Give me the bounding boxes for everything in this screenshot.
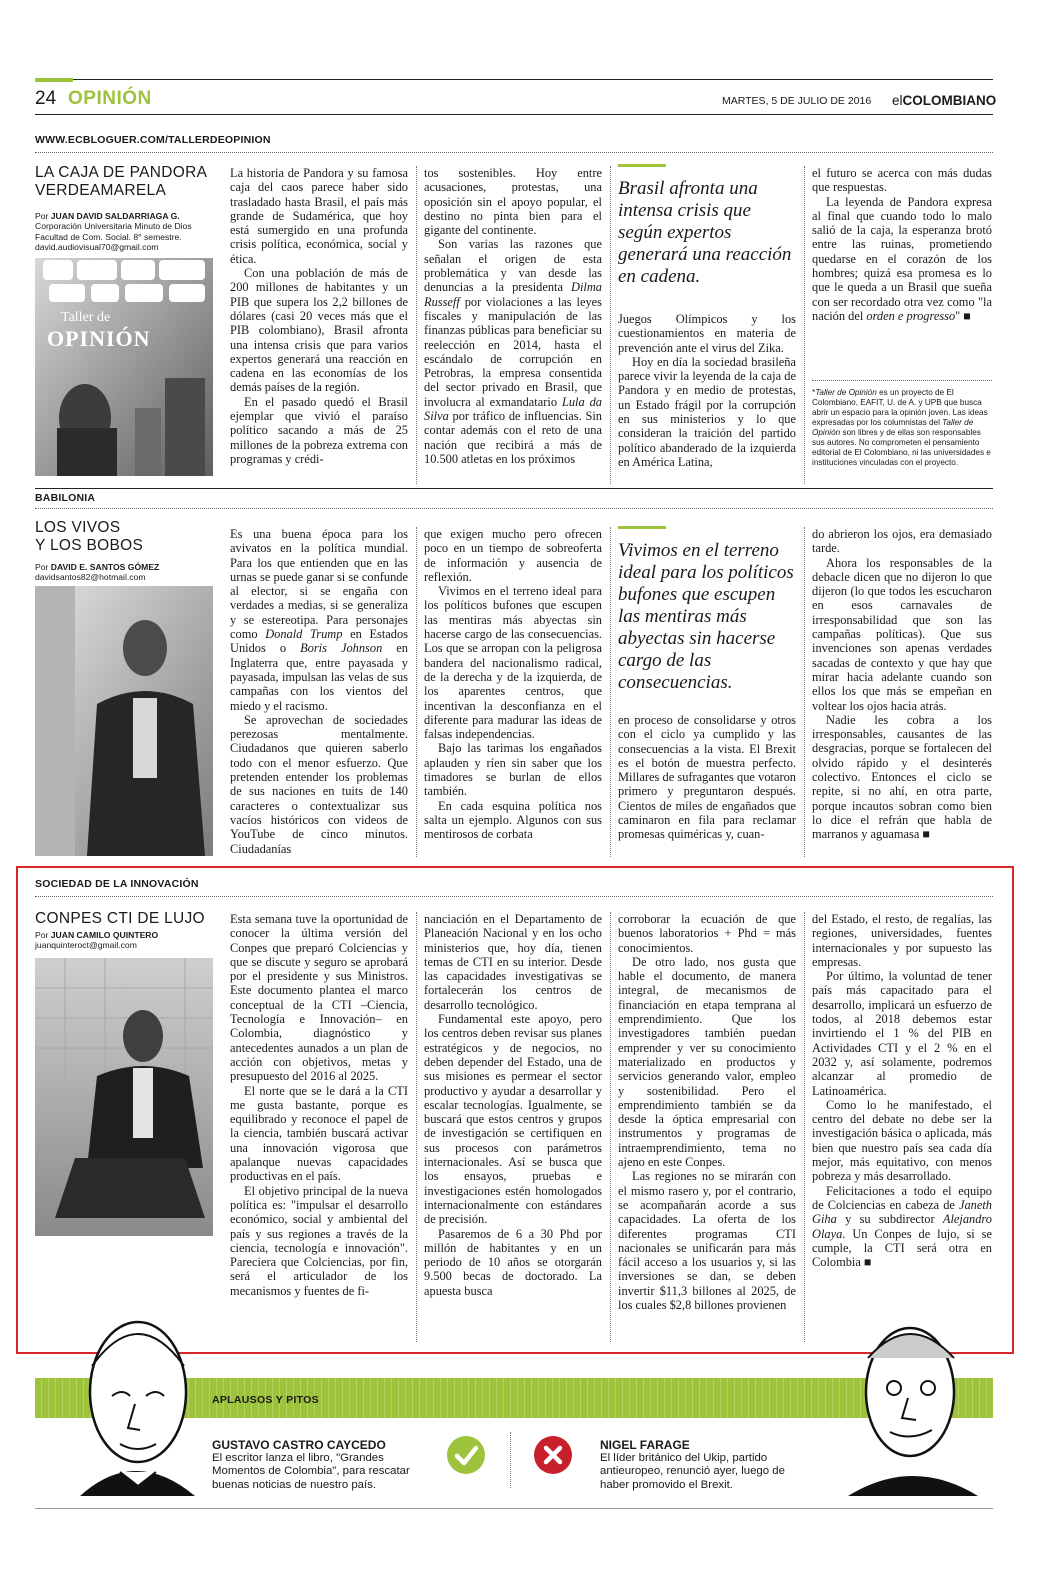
whistle-name: NIGEL FARAGE bbox=[600, 1438, 690, 1452]
text-run: " ■ bbox=[955, 308, 971, 323]
paragraph: Por último, la voluntad de tener país más capacitado para el desarrollo, implicará un esfuerzo de todos, al 2018 debemos estar invirtiendo el 1 % del PIB en Actividades CTI y el 2 % en el 2032 y, así solamente, podremos alcanzar al promedio de Latinoamérica. bbox=[812, 969, 992, 1098]
motto: orden e progresso bbox=[866, 308, 956, 323]
title-line-1: LA CAJA DE PANDORA bbox=[35, 164, 208, 181]
author-name: DAVID E. SANTOS GÓMEZ bbox=[50, 562, 160, 572]
applause-entry bbox=[212, 1438, 432, 1492]
section-rule bbox=[35, 488, 993, 489]
paragraph: Esta semana tuve la oportunidad de conocer la última versión del Conpes que preparó Colciencias y que se discute y seguro se aprobará por el presidente y sus Ministros. Este documento plantea el marco conceptual de la CTI –Ciencia, Tecnología e Innovación– en Colombia, diagnóstico y antecedentes aunados a un plan de acción con objetivos, metas y presupuesto del 2016 al 2025. bbox=[230, 912, 408, 1084]
column-divider bbox=[416, 166, 417, 484]
paragraph: En el pasado quedó el Brasil ejemplar que vivió el paraíso político sacando a más de 25 millones de la pobreza extrema con programas y crédi- bbox=[230, 394, 408, 466]
text-run: en Estados Unidos o bbox=[230, 627, 408, 656]
text-run: son libres y de ellas son responsables sus autores. No comprometen el pensamiento editorial de El Colombiano, ni las universidades e instituciones vinculadas con el proyecto. bbox=[812, 428, 991, 467]
article-column bbox=[230, 527, 408, 856]
section-title: OPINIÓN bbox=[68, 88, 152, 109]
brand-name: COLOMBIANO bbox=[902, 93, 997, 108]
author-name: JUAN CAMILO QUINTERO bbox=[50, 930, 159, 940]
paragraph: El norte que se le dará a la CTI me gusta bastante, porque es equilibrado y reconoce el papel de la ciencia, también buscará activar una innovación vigorosa que apalanque nuevas capacidades productivas en el país. bbox=[230, 1083, 408, 1184]
article-column bbox=[812, 166, 992, 323]
note-divider bbox=[812, 380, 992, 381]
column-divider bbox=[610, 166, 611, 484]
text-run: La leyenda de Pandora expresa al final que cuando todo lo malo salió de la caja, la esperanza brotó entre las ruinas, prometiendo quedarse en el corazón de los hombres; quizá esa promesa es lo que le queda a un Brasil que sueña con ser recordado otra vez como "la nación del bbox=[812, 194, 992, 323]
author-affiliation: Facultad de Com. Social. 8° semestre. bbox=[35, 231, 182, 242]
author-photo-art bbox=[35, 586, 213, 856]
article-title bbox=[35, 164, 207, 200]
text-run: Es una buena época para los avivatos en la política mundial. Para los que entienden que en las urnas se puede ganar si se confunde al elector, si se engaña con verdades a medias, si se generaliza y se estereotipa. Para personajes como bbox=[230, 527, 408, 642]
section-label: SOCIEDAD DE LA INNOVACIÓN bbox=[35, 878, 199, 890]
paragraph: De otro lado, nos gusta que hable el documento, de manera integral, de mecanismos de financiación en etapa temprana al emprendimiento. Que los investigadores también puedan emprender y ver su conocimiento materializado en productos y servicios generando valor, empleo y sostenibilidad. Pero el emprendimiento también se da desde la óptica empresarial con instrumentos y programas de intraemprendimiento, tema no ajeno en este Conpes. bbox=[618, 954, 796, 1170]
person-name: Alejandro Olaya bbox=[812, 1212, 992, 1241]
paragraph: Con una población de más de 200 millones de habitantes y un PIB que supera los 2,2 billones de dólares (casi 20 veces más que el PIB colombiano), Brasil afronta una intensa crisis que para varios expertos generará una reacción en cadena en las economías de los demás países de la región. bbox=[230, 266, 408, 395]
text-run: * bbox=[812, 388, 816, 397]
masthead-accent-bar bbox=[35, 78, 73, 82]
taller-opinion-logo-photo bbox=[35, 258, 213, 476]
author-line bbox=[35, 562, 225, 572]
whistle-entry bbox=[600, 1438, 810, 1492]
column-divider bbox=[804, 527, 805, 857]
column-divider bbox=[610, 527, 611, 857]
aplausos-label: APLAUSOS Y PITOS bbox=[212, 1394, 319, 1406]
page-number: 24 bbox=[35, 88, 57, 109]
paragraph: Vivimos en el terreno ideal para los políticos bufones que escupen las mentiras más abyectas sin hacerse cargo de las consecuencias. Los que se arropan con la peligrosa bandera del nacionalismo radical, de la derecha y de la izquierda, de los aparentes centros, que incentivan la desconfianza en el diferente para madurar las ideas de falsas independencias. bbox=[424, 584, 602, 742]
author-email: juanquinteroct@gmail.com bbox=[35, 940, 137, 951]
article-column bbox=[618, 912, 796, 1312]
byline bbox=[35, 562, 225, 583]
paragraph bbox=[230, 527, 408, 713]
article-column bbox=[424, 166, 602, 466]
paragraph bbox=[812, 195, 992, 324]
paragraph: en proceso de consolidarse y otros con el ciclo ya cumplido y las consecuencias a la vista. El Brexit es el botón de muestra perfecto. Millares de sufragantes que votaron primero y preguntaron después. Cientos de miles de engañados que caminaron en fila para reclamar promesas quiméricas y, cuan- bbox=[618, 713, 796, 842]
taller-logo bbox=[47, 310, 151, 352]
brand-logo bbox=[892, 93, 996, 108]
by-prefix: Por bbox=[35, 930, 49, 940]
section-divider bbox=[35, 508, 993, 509]
cross-glyph bbox=[534, 1436, 572, 1474]
paragraph: Ahora los responsables de la debacle dicen que no dijeron lo que dijeron (lo que todos les escucharon en esos carnavales de irresponsabilidad que son las campañas políticas). Que sus invenciones son apenas verdades sacadas de contexto y que hay que mirar hacia adelante cuando son ellos los que más se empeñan en voltear los ojos hacia atrás. bbox=[812, 555, 992, 713]
article-column bbox=[424, 912, 602, 1298]
column-divider bbox=[416, 527, 417, 857]
article-title bbox=[35, 519, 143, 555]
caricature-left-art bbox=[60, 1296, 210, 1496]
taller-logo-line-2: OPINIÓN bbox=[47, 326, 151, 351]
applause-text: El escritor lanza el libro, "Grandes Momentos de Colombia", para rescatar buenas noticias de nuestro país. bbox=[212, 1452, 410, 1491]
paragraph: En cada esquina política nos salta un ejemplo. Algunos con sus mentirosos de corbata bbox=[424, 798, 602, 842]
caricature-right-art bbox=[838, 1306, 988, 1496]
pullquote-accent bbox=[618, 164, 666, 167]
paragraph: Bajo las tarimas los engañados aplauden y ríen sin saber que los timadores se burlan de ellos también. bbox=[424, 741, 602, 799]
cross-icon bbox=[534, 1436, 572, 1474]
text-run: Felicitaciones a todo el equipo de Colciencias en cabeza de bbox=[812, 1183, 992, 1212]
person-name: Donald Trump bbox=[265, 627, 343, 642]
author-line bbox=[35, 930, 225, 940]
author-email: david.audiovisual70@gmail.com bbox=[35, 242, 159, 253]
paragraph: el futuro se acerca con más dudas que respuestas. bbox=[812, 166, 992, 195]
by-prefix: Por bbox=[35, 211, 49, 221]
article-column bbox=[812, 527, 992, 842]
article-column bbox=[618, 713, 796, 842]
taller-logo-line-1: Taller de bbox=[61, 310, 111, 325]
author-name: JUAN DAVID SALDARRIAGA G. bbox=[50, 211, 180, 221]
paragraph: corroborar la ecuación de que buenos laboratorios + Phd = más conocimientos. bbox=[618, 912, 796, 955]
page-bottom-rule bbox=[35, 1508, 993, 1509]
author-photo bbox=[35, 958, 213, 1236]
masthead-rule bbox=[73, 79, 993, 80]
person-name: Janeth Giha bbox=[812, 1197, 992, 1227]
byline bbox=[35, 211, 225, 253]
paragraph: El objetivo principal de la nueva política es: "impulsar el desarrollo económico, social y ambiental del país y sus regiones a través de la ciencia, tecnología e innovación". Pareciera que Colciencias, por fin, será el articulador de los mecanismos y fuentes de fi- bbox=[230, 1183, 408, 1298]
masthead-bottom-rule bbox=[35, 114, 993, 115]
article-column bbox=[618, 312, 796, 469]
paragraph: Nadie les cobra a los irresponsables, causantes de las desgracias, porque se fortalecen del olvido rápido y el desinterés colectivo. Entonces el ciclo se repite, si no ahí, en otra parte, porque incautos sobran como bien lo dice el refrán que habla de marranos y aguamasa ■ bbox=[812, 712, 992, 842]
paragraph: Pasaremos de 6 a 30 Phd por millón de habitantes y en un periodo de 10 años se otorgarán 9.500 becas de doctorado. La apuesta busca bbox=[424, 1226, 602, 1298]
applause-name: GUSTAVO CASTRO CAYCEDO bbox=[212, 1438, 386, 1452]
paragraph bbox=[424, 237, 602, 466]
text-run: por tráfico de influencias. Sin contar además con el reto de una nación que recibirá a más de 10.500 atletas en los próximos bbox=[424, 409, 602, 466]
person-name: Lula da Silva bbox=[424, 394, 602, 424]
text-run: por violaciones a las leyes fiscales y manipulación de las finanzas públicas para beneficiar su reelección en 2014, hasta el escándalo de corrupción en Petrobras, la empresa consentida del sector privado en Brasil, que involucra al exmandatario bbox=[424, 294, 602, 409]
text-run: . Un Conpes de lujo, si se cumple, la CTI será otra en Colombia ■ bbox=[812, 1226, 992, 1270]
paragraph: La historia de Pandora y su famosa caja del caos parece haber sido trasladado hasta Brasil, el país más grande de Sudamérica, que hoy está sumergido en una profunda crisis política, económica, social y ética. bbox=[230, 166, 408, 266]
person-name: Boris Johnson bbox=[300, 641, 383, 656]
pullquote: Vivimos en el terreno ideal para los políticos bufones que escupen las mentiras más abyectas sin hacerse cargo de las consecuencias. bbox=[618, 540, 794, 693]
article-column bbox=[812, 912, 992, 1269]
author-photo-art bbox=[35, 958, 213, 1236]
paragraph: nanciación en el Departamento de Planeación Nacional y en los ocho ministerios que, hoy día, tienen temas de CTI en su interior. Desde las capacidades investigativas se fortalecerán los centros de desarrollo tecnológico. bbox=[424, 912, 602, 1012]
author-affiliation: Corporación Universitaria Minuto de Dios bbox=[35, 221, 192, 232]
person-name: Dilma Russeff bbox=[424, 280, 602, 309]
brand-prefix: el bbox=[892, 93, 903, 108]
issue-date: MARTES, 5 DE JULIO DE 2016 bbox=[722, 95, 872, 107]
paragraph: Se aprovechan de sociedades perezosas mentalmente. Ciudadanos que quieren saberlo todo con el menor esfuerzo. Que pretenden entender los problemas de sus naciones en tuits de 140 caracteres o contextualizar sus vacíos históricos con videos de YouTube de cinco minutos. Ciudadanías bbox=[230, 712, 408, 856]
pullquote-accent bbox=[618, 526, 666, 529]
section-label: WWW.ECBLOGUER.COM/TALLERDEOPINION bbox=[35, 134, 271, 146]
section-label: BABILONIA bbox=[35, 492, 96, 504]
byline bbox=[35, 930, 225, 951]
paragraph: Fundamental este apoyo, pero los centros deben revisar sus planes estratégicos y de negocios, no deben depender del Estado, una de sus misiones es permear el sector productivo y ayudar a desarrollar y escalar tecnologías. Igualmente, se buscará que estos centros y grupos de investigación se certifiquen en sus procesos con parámetros internacionales. Así se busca que los ensayos, pruebas e investigaciones estén homologados internacionalmente con estándares de precisión. bbox=[424, 1012, 602, 1227]
check-glyph bbox=[447, 1436, 485, 1474]
check-icon bbox=[447, 1436, 485, 1474]
text-run: Son varias las razones que señalan el origen de esta problemática y van desde las denuncias a la presidenta bbox=[424, 237, 602, 295]
paragraph: que exigen mucho pero ofrecen poco en un tiempo de sobreoferta de información y ausencia de reflexión. bbox=[424, 527, 602, 584]
paragraph: Como lo he manifestado, el centro del debate no debe ser la investigación básica o aplicada, más bien que nuestro país sea cada día mejor, más equitativo, con menos pobreza y más desarrollado. bbox=[812, 1097, 992, 1184]
author-line bbox=[35, 211, 225, 221]
paragraph: tos sostenibles. Hoy entre acusaciones, protestas, una oposición sin el apoyo popular, el destino no pinta bien para el gigante del continente. bbox=[424, 166, 602, 238]
column-divider bbox=[804, 912, 805, 1342]
title-line-1: LOS VIVOS bbox=[35, 519, 121, 536]
title-line-2: VERDEAMARELA bbox=[35, 182, 167, 199]
paragraph: Las regiones no se mirarán con el mismo rasero y, por el contrario, se acompañarán acorde a sus capacidades. La oferta de los diferentes programas CTI nacionales se unificarán para más fácil acceso a los usuarios y, si las inversiones se dan, se deben invertir $11,3 billones al 2025, de los cuales $2,8 billones provienen bbox=[618, 1169, 796, 1313]
title-line-2: Y LOS BOBOS bbox=[35, 537, 144, 554]
editorial-note bbox=[812, 388, 992, 468]
whistle-text: El líder británico del Ukip, partido antieuropeo, renunció ayer, luego de haber promovido el Brexit. bbox=[600, 1452, 785, 1491]
text-run: en Inglaterra que, entre payasada y payasada, impulsan las velas de sus campañas con los vientos del miedo y el racismo. bbox=[230, 641, 408, 713]
section-divider bbox=[35, 152, 993, 153]
by-prefix: Por bbox=[35, 562, 49, 572]
pullquote: Brasil afronta una intensa crisis que según expertos generará una reacción en cadena. bbox=[618, 178, 792, 287]
paragraph: do abrieron los ojos, era demasiado tarde. bbox=[812, 527, 992, 556]
text-run: y su subdirector bbox=[836, 1212, 943, 1227]
article-column bbox=[424, 527, 602, 842]
aplausos-divider bbox=[510, 1432, 511, 1488]
column-divider bbox=[610, 912, 611, 1342]
taller-photo-art bbox=[35, 258, 213, 476]
author-email: davidsantos82@hotmail.com bbox=[35, 572, 146, 583]
paragraph bbox=[812, 1184, 992, 1270]
section-divider bbox=[35, 896, 993, 897]
paragraph: del Estado, el resto, de regalías, las regiones, universidades, fuentes internacionales y por supuesto las empresas. bbox=[812, 912, 992, 969]
article-column bbox=[230, 912, 408, 1298]
program-name: Taller de Opinión bbox=[815, 388, 877, 397]
caricature-right bbox=[838, 1306, 988, 1496]
column-divider bbox=[416, 912, 417, 1342]
article-column bbox=[230, 166, 408, 466]
column-divider bbox=[804, 166, 805, 484]
paragraph: Hoy en día la sociedad brasileña parece vivir la leyenda de la caja de Pandora y en medio de protestas, un Estado frágil por la corrupción en sus ministerios y lo que consideran la traición del partido político abanderado de la izquierda en América Latina, bbox=[618, 354, 796, 469]
caricature-left bbox=[60, 1296, 210, 1496]
paragraph: Juegos Olímpicos y los cuestionamientos en materia de prevención ante el virus del Zika. bbox=[618, 312, 796, 355]
program-name: Taller de Opinión bbox=[812, 418, 974, 437]
author-photo bbox=[35, 586, 213, 856]
article-title: CONPES CTI DE LUJO bbox=[35, 910, 205, 927]
text-run: es un proyecto de El Colombiano, EAFIT, U. de A. y UPB que busca abrir un espacio para la opinión joven. Las ideas expresadas por los columnistas del bbox=[812, 388, 988, 427]
